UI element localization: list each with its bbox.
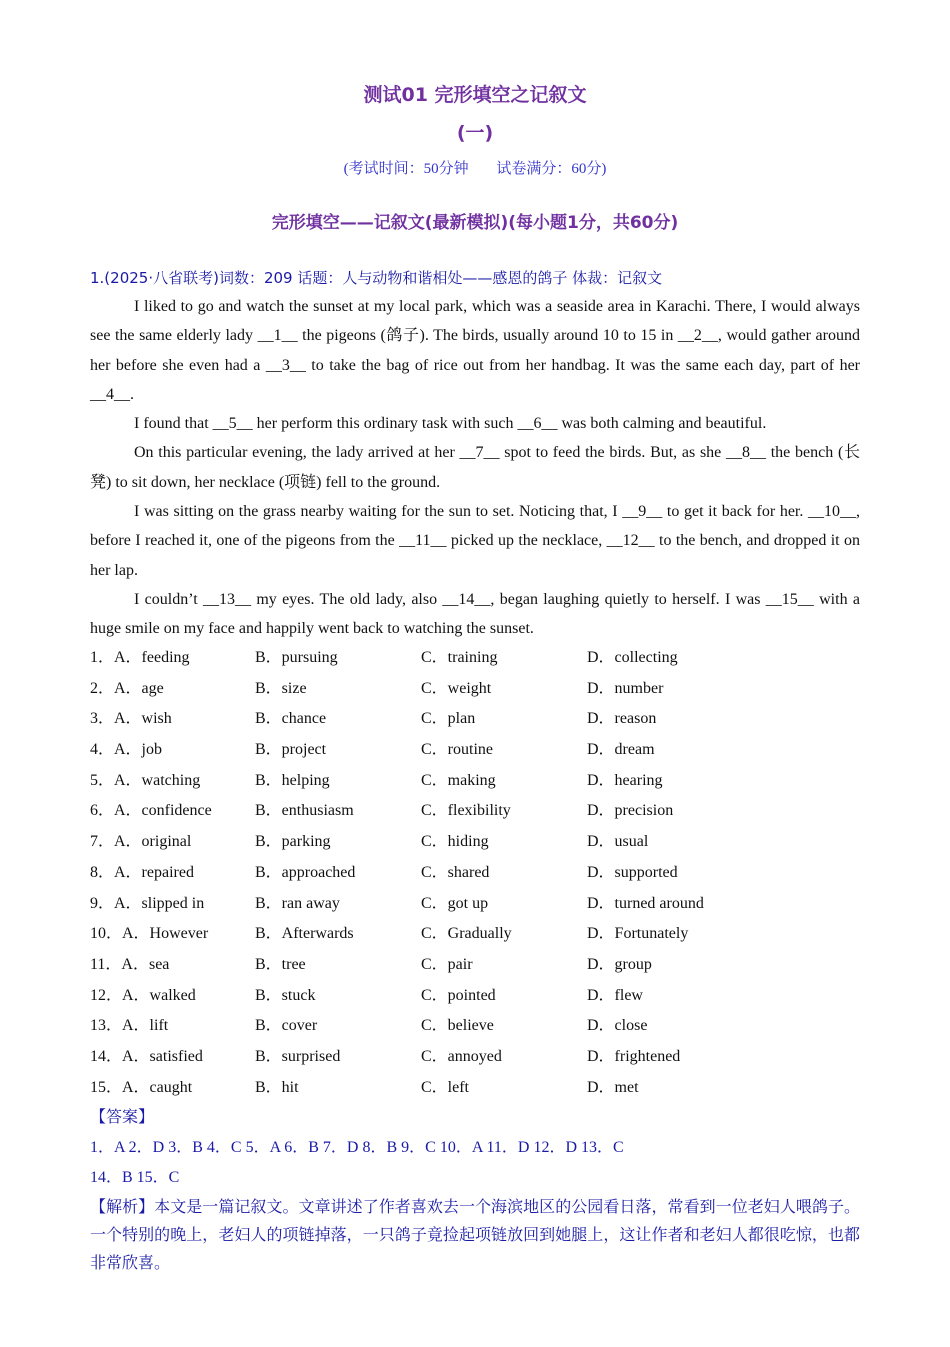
passage-paragraph: I found that __5__ her perform this ordinary task with such __6__ was both calming and beautiful. [134, 415, 767, 433]
option-b: B．surprised [255, 1047, 341, 1065]
option-c: C．shared [421, 863, 490, 881]
page-title: 测试01 完形填空之记叙文 [363, 84, 587, 106]
exam-time: (考试时间：50分钟 [343, 161, 469, 177]
answer-key [90, 1133, 860, 1193]
answer-line: 1．A 2．D 3．B 4．C 5．A 6．B 7．D 8．B 9．C 10．A 11．D 12．D 13．C [90, 1139, 624, 1156]
option-a: 3．A．wish [90, 710, 172, 728]
option-a: 10．A．However [90, 925, 209, 943]
passage-paragraph: I was sitting on the grass nearby waiting for the sun to set. Noticing that, I __9__ to get it back for her. __10__, before I reached it, one of the pigeons from the __11__ picked up the necklace, __12__ to the bench, and dropped it on her lap. [90, 503, 860, 579]
option-a: 8．A．repaired [90, 863, 194, 881]
option-c: C．got up [421, 894, 489, 912]
option-d: D．met [587, 1078, 639, 1096]
option-b: B．stuck [255, 986, 316, 1004]
option-c: C．weight [421, 679, 492, 697]
option-b: B．tree [255, 955, 306, 973]
option-row [90, 827, 860, 858]
option-b: B．hit [255, 1078, 299, 1096]
section-heading: 完形填空——记叙文(最新模拟)(每小题1分，共60分) [271, 213, 679, 233]
options-list [90, 643, 860, 1103]
option-row [90, 1073, 860, 1104]
option-b: B．Afterwards [255, 925, 354, 943]
option-c: C．training [421, 649, 498, 666]
option-d: D．supported [587, 863, 678, 881]
option-d: D．turned around [587, 894, 704, 912]
option-a: 4．A．job [90, 741, 163, 759]
answer-label: 【答案】 [90, 1109, 155, 1126]
option-a: 9．A．slipped in [90, 894, 205, 912]
option-b: B．size [255, 679, 307, 697]
option-d: D．dream [587, 741, 655, 759]
option-c: C．left [421, 1078, 469, 1096]
option-c: C．pointed [421, 986, 496, 1004]
option-a: 11．A．sea [90, 955, 170, 973]
option-b: B．helping [255, 771, 330, 789]
option-row [90, 981, 860, 1012]
option-a: 13．A．lift [90, 1017, 169, 1035]
option-d: D．close [587, 1017, 648, 1035]
option-b: B．project [255, 741, 327, 759]
passage-paragraph: I liked to go and watch the sunset at my local park, which was a seaside area in Karachi. There, I would always see the same elderly lady __1__ the pigeons (鸽子). The birds, usually around 10 to 15 in __2__, would gather around her before she even had a __3__ to take the bag of rice out from her handbag. It was the same each day, part of her __4__. [90, 298, 860, 403]
option-d: D．frightened [587, 1047, 681, 1065]
option-d: D．collecting [587, 649, 678, 666]
page-subtitle: (一) [456, 122, 494, 144]
option-d: D．hearing [587, 771, 663, 789]
option-c: C．pair [421, 955, 473, 973]
option-d: D．Fortunately [587, 925, 689, 943]
option-row [90, 858, 860, 889]
option-c: C．Gradually [421, 925, 512, 943]
option-b: B．cover [255, 1017, 318, 1035]
passage-paragraph: On this particular evening, the lady arrived at her __7__ spot to feed the birds. But, as she __8__ the bench (长凳) to sit down, her necklace (项链) fell to the ground. [90, 444, 860, 491]
question-heading: 1.(2025·八省联考)词数：209 话题：人与动物和谐相处——感恩的鸽子 体裁：记叙文 [90, 269, 663, 287]
option-row [90, 704, 860, 735]
exam-meta [0, 157, 950, 178]
analysis-text: 【解析】本文是一篇记叙文。文章讲述了作者喜欢去一个海滨地区的公园看日落，常看到一位老妇人喂鸽子。一个特别的晚上，老妇人的项链掉落，一只鸽子竟捡起项链放回到她腿上，这让作者和老妇人都很吃惊，也都非常欣喜。 [90, 1197, 860, 1272]
option-b: B．parking [255, 833, 331, 851]
option-a: 7．A．original [90, 833, 192, 851]
option-c: C．making [421, 771, 496, 789]
option-d: D．reason [587, 710, 657, 728]
option-row [90, 643, 860, 674]
option-c: C．annoyed [421, 1047, 502, 1065]
option-c: C．hiding [421, 833, 489, 851]
full-score: 试卷满分：60分) [496, 161, 607, 177]
option-c: C．flexibility [421, 802, 511, 820]
option-a: 14．A．satisfied [90, 1047, 203, 1065]
option-d: D．precision [587, 802, 674, 820]
option-b: B．pursuing [255, 649, 338, 666]
option-row [90, 766, 860, 797]
answer-line: 14．B 15．C [90, 1169, 180, 1186]
option-b: B．enthusiasm [255, 802, 354, 820]
option-d: D．group [587, 955, 652, 973]
option-b: B．chance [255, 710, 327, 728]
option-a: 1．A．feeding [90, 649, 190, 666]
option-a: 2．A．age [90, 679, 164, 697]
option-b: B．ran away [255, 894, 340, 912]
option-row [90, 889, 860, 920]
option-a: 12．A．walked [90, 986, 196, 1004]
passage [90, 292, 860, 644]
option-a: 6．A．confidence [90, 802, 212, 820]
option-row [90, 1042, 860, 1073]
option-b: B．approached [255, 863, 356, 881]
option-a: 15．A．caught [90, 1078, 193, 1096]
option-row [90, 919, 860, 950]
option-a: 5．A．watching [90, 771, 201, 789]
passage-paragraph: I couldn’t __13__ my eyes. The old lady, also __14__, began laughing quietly to herself. I was __15__ with a huge smile on my face and happily went back to watching the sunset. [90, 590, 860, 638]
option-row [90, 735, 860, 766]
option-row [90, 674, 860, 705]
option-row [90, 1011, 860, 1042]
option-c: C．believe [421, 1017, 494, 1035]
option-c: C．plan [421, 710, 476, 728]
option-d: D．flew [587, 986, 643, 1004]
option-c: C．routine [421, 741, 493, 759]
option-d: D．usual [587, 833, 649, 851]
option-row [90, 796, 860, 827]
option-d: D．number [587, 679, 664, 697]
option-row [90, 950, 860, 981]
